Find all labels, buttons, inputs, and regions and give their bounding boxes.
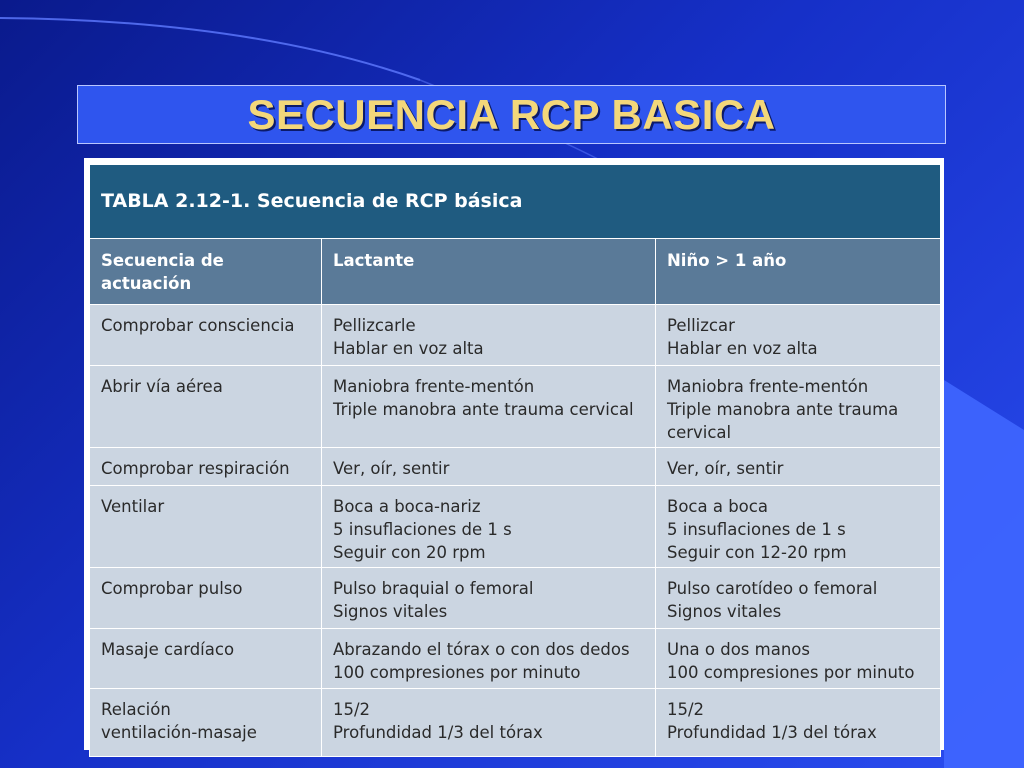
cell-secuencia [90,448,322,486]
cell-nino [656,305,941,366]
table-row [90,486,941,568]
cell-line: Ver, oír, sentir [333,459,450,478]
column-header-nino: Niño > 1 año [656,239,941,305]
cell-secuencia [90,486,322,568]
cell-line: Abrir vía aérea [101,377,223,396]
column-header-secuencia: Secuencia de actuación [90,239,322,305]
cell-line: Masaje cardíaco [101,640,235,659]
table-caption: TABLA 2.12-1. Secuencia de RCP básica [90,165,941,239]
cell-line: Signos vitales [667,602,782,621]
cell-line: 100 compresiones por minuto [333,663,581,682]
cell-line: Ver, oír, sentir [667,459,784,478]
cell-line: 15/2 [667,700,705,719]
cell-secuencia [90,629,322,689]
cell-lactante [322,486,656,568]
cell-line: Hablar en voz alta [333,339,484,358]
cell-line: Comprobar pulso [101,579,243,598]
cell-line: cervical [667,423,732,442]
cell-line: Pulso carotídeo o femoral [667,579,878,598]
cell-line: 100 compresiones por minuto [667,663,915,682]
table-row [90,629,941,689]
cell-line: Hablar en voz alta [667,339,818,358]
cell-line: Triple manobra ante trauma [667,400,899,419]
cell-secuencia [90,568,322,629]
cell-line: Seguir con 12-20 rpm [667,543,847,562]
cell-line: Triple manobra ante trauma cervical [333,400,634,419]
cell-line: Seguir con 20 rpm [333,543,486,562]
table-row [90,689,941,757]
slide-title: SECUENCIA RCP BASICA [247,90,776,138]
cell-lactante [322,305,656,366]
cell-line: 5 insuflaciones de 1 s [333,520,512,539]
cell-line: Pellizcarle [333,316,416,335]
cell-secuencia [90,689,322,757]
rcp-table [89,164,941,757]
cell-line: Pulso braquial o femoral [333,579,534,598]
cell-lactante [322,629,656,689]
cell-nino [656,568,941,629]
cell-secuencia [90,305,322,366]
cell-line: Relación [101,700,171,719]
table-frame [84,158,944,750]
cell-line: Boca a boca-nariz [333,497,481,516]
cell-line: ventilación-masaje [101,723,257,742]
column-header-lactante: Lactante [322,239,656,305]
cell-line: Abrazando el tórax o con dos dedos [333,640,630,659]
cell-line: Ventilar [101,497,165,516]
cell-nino [656,689,941,757]
cell-line: Pellizcar [667,316,735,335]
table-row [90,366,941,448]
cell-line: Profundidad 1/3 del tórax [667,723,877,742]
slide-title-box [77,85,946,144]
cell-line: Una o dos manos [667,640,810,659]
cell-line: Profundidad 1/3 del tórax [333,723,543,742]
cell-line: Boca a boca [667,497,768,516]
cell-nino [656,366,941,448]
cell-lactante [322,448,656,486]
cell-line: 5 insuflaciones de 1 s [667,520,846,539]
cell-line: Comprobar consciencia [101,316,295,335]
table-body [90,305,941,757]
table-row [90,448,941,486]
cell-nino [656,448,941,486]
cell-line: 15/2 [333,700,371,719]
cell-nino [656,629,941,689]
cell-nino [656,486,941,568]
cell-lactante [322,366,656,448]
cell-lactante [322,689,656,757]
cell-line: Comprobar respiración [101,459,290,478]
cell-line: Maniobra frente-mentón [667,377,869,396]
table-row [90,568,941,629]
cell-secuencia [90,366,322,448]
cell-line: Signos vitales [333,602,448,621]
table-row [90,305,941,366]
cell-lactante [322,568,656,629]
table-header-row [90,239,941,305]
cell-line: Maniobra frente-mentón [333,377,535,396]
